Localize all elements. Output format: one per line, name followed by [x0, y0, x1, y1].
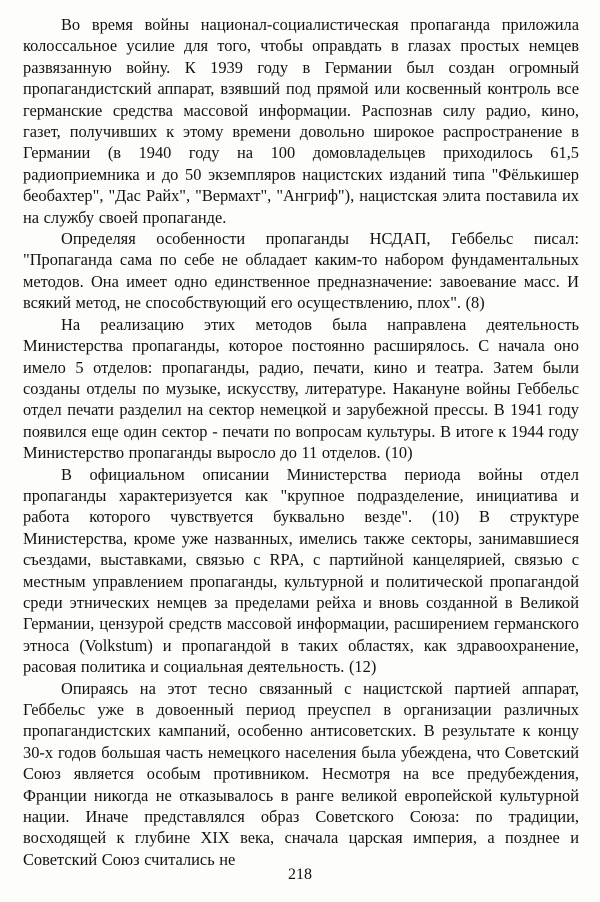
paragraph: Определяя особенности пропаганды НСДАП, Геббельс писал: "Пропаганда сама по себе не обладает каким-то набором фундаментальных методов. Она имеет одно единственное предназначение: завоевание масс. И всякий метод, не способствующий его осуществлению, плох". (8): [23, 229, 579, 313]
page-text-block: [23, 14, 579, 870]
page-number: 218: [288, 866, 312, 883]
paragraph: Опираясь на этот тесно связанный с нацистской партией аппарат, Геббельс уже в довоенный период преуспел в организации различных пропагандистских кампаний, особенно антисоветских. В результате к концу 30-х годов большая часть немецкого населения была убеждена, что Советский Союз является особым противником. Несмотря на все предубеждения, Франции никогда не отказывалось в ранге великой европейской культурной нации. Иначе представлялся образ Советского Союза: по традиции, восходящей к глубине XIX века, сначала царская империя, а позднее и Советский Союз считались не: [23, 678, 579, 869]
paragraph: На реализацию этих методов была направлена деятельность Министерства пропаганды, которое постоянно расширялось. С начала оно имело 5 отделов: пропаганды, радио, печати, кино и театра. Затем были созданы отделы по музыке, искусству, литературе. Накануне войны Геббельс отдел печати разделил на сектор немецкой и зарубежной прессы. В 1941 году появился еще один сектор - печати по вопросам культуры. В итоге к 1944 году Министерство пропаганды выросло до 11 отделов. (10): [23, 314, 579, 463]
paragraph: В официальном описании Министерства периода войны отдел пропаганды характеризуется как "крупное подразделение, инициатива и работа которого чувствуется буквально везде". (10) В структуре Министерства, кроме уже названных, имелись также секторы, занимавшиеся съездами, выставками, связью с RPA, с партийной канцелярией, связью с местным управлением пропаганды, культурной и политической пропагандой среди этнических немцев за пределами рейха и вновь созданной в Великой Германии, цензурой средств массовой информации, расширением германского этноса (Volkstum) и пропагандой в таких областях, как здравоохранение, расовая политика и социальная деятельность. (12): [23, 464, 579, 677]
paragraph: Во время войны национал-социалистическая пропаганда приложила колоссальное усилие для того, чтобы оправдать в глазах простых немцев развязанную войну. К 1939 году в Германии был создан огромный пропагандистский аппарат, взявший под прямой или косвенный контроль все германские средства массовой информации. Распознав силу радио, кино, газет, получивших к этому времени довольно широкое распространение в Германии (в 1940 году на 100 домовладельцев приходилось 61,5 радиоприемника и до 50 экземпляров нацистских изданий типа "Фёлькишер беобахтер", "Дас Райх", "Вермахт", "Ангриф"), нацистская элита поставила их на службу своей пропаганде.: [23, 15, 579, 227]
